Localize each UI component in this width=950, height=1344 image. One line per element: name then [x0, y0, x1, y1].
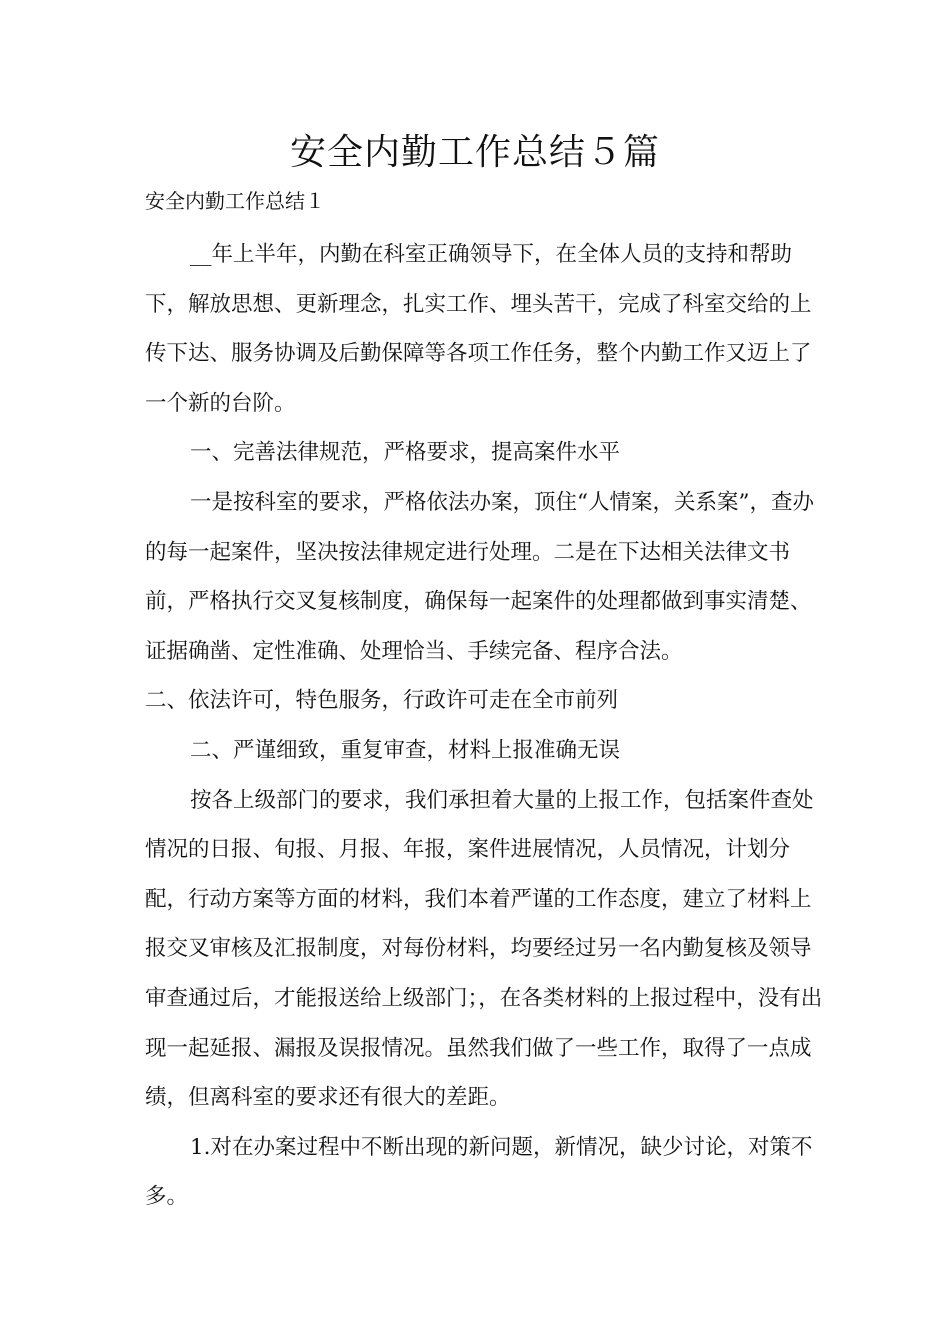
paragraph-3: 一是按科室的要求，严格依法办案，顶住“人情案，关系案”，查办的每一起案件，坚决按法律规定进行处理。二是在下达相关法律文书前，严格执行交叉复核制度，确保每一起案件的处理都做到事实清楚、证据确凿、定性准确、处理恰当、手续完备、程序合法。 — [145, 489, 814, 664]
paragraph-6: 按各上级部门的要求，我们承担着大量的上报工作，包括案件查处情况的日报、旬报、月报、年报，案件进展情况，人员情况，计划分配，行动方案等方面的材料，我们本着严谨的工作态度，建立了材料上报交叉审核及汇报制度，对每份材料，均要经过另一名内勤复核及领导审查通过后，才能报送给上级部门；，在各类材料的上报过程中，没有出现一起延报、漏报及误报情况。虽然我们做了一些工作，取得了一点成绩，但离科室的要求还有很大的差距。 — [145, 787, 823, 1111]
document-body — [145, 230, 825, 1222]
paragraph-4: 二、依法许可，特色服务，行政许可走在全市前列 — [145, 688, 619, 714]
paragraph-1: __年上半年，内勤在科室正确领导下，在全体人员的支持和帮助下，解放思想、更新理念，扎实工作、埋头苦干，完成了科室交给的上传下达、服务协调及后勤保障等各项工作任务，整个内勤工作又迈上了一个新的台阶。 — [145, 242, 812, 416]
paragraph-2: 一、完善法律规范，严格要求，提高案件水平 — [190, 440, 621, 466]
document-title: 安全内勤工作总结５篇 — [289, 132, 660, 173]
section-title: 安全内勤工作总结１ — [145, 189, 325, 213]
paragraph-5: 二、严谨细致，重复审查，材料上报准确无误 — [190, 737, 621, 763]
paragraph-7: 1.对在办案过程中不断出现的新问题，新情况，缺少讨论，对策不多。 — [145, 1134, 813, 1210]
